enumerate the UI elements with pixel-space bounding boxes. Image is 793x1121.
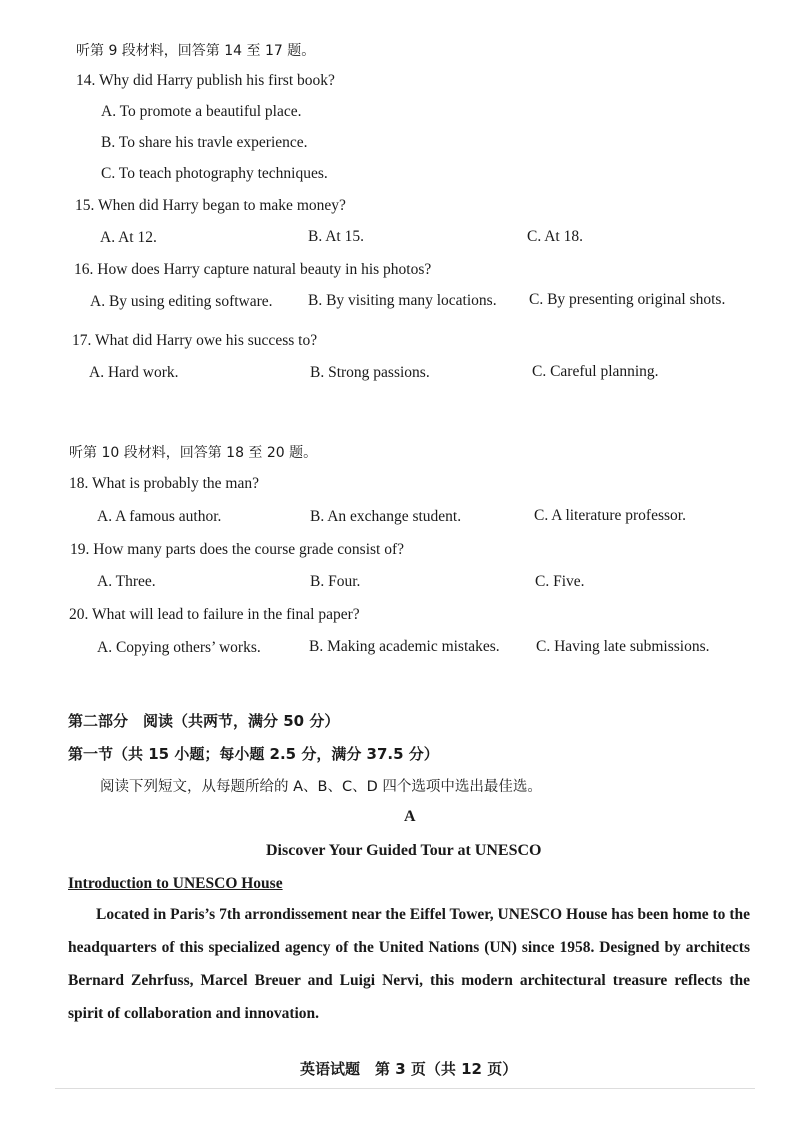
option-19c: C. Five. [535,573,585,590]
part-heading: 第二部分 阅读（共两节，满分 50 分） [68,712,340,730]
passage-title: Discover Your Guided Tour at UNESCO [266,842,542,859]
option-19b: B. Four. [310,573,361,590]
option-19a: A. Three. [97,573,156,590]
passage-paragraph: Located in Paris’s 7th arrondissement near the Eiffel Tower, UNESCO House has been home to the headquarters of this specialized agency of the United Nations (UN) since 1958. Designed by architects Bernard Zehrfuss, Marcel Breuer and Luigi Nervi, this modern architectural treasure reflects the spirit of collaboration and innovation. [68,906,750,1022]
question-17: 17. What did Harry owe his success to? [72,332,318,349]
option-17b: B. Strong passions. [310,364,430,381]
option-20b: B. Making academic mistakes. [309,638,500,655]
question-16: 16. How does Harry capture natural beauty in his photos? [74,261,432,278]
option-16a: A. By using editing software. [90,293,273,310]
question-19: 19. How many parts does the course grade consist of? [70,541,405,558]
reading-instruction: 阅读下列短文，从每题所给的 A、B、C、D 四个选项中选出最佳选。 [100,779,542,795]
passage-letter: A [404,808,416,825]
option-14b: B. To share his travle experience. [101,134,308,151]
option-20a: A. Copying others’ works. [97,639,261,656]
page-footer: 英语试题 第 3 页（共 12 页） [300,1060,518,1078]
question-18: 18. What is probably the man? [69,475,259,492]
option-20c: C. Having late submissions. [536,638,710,655]
question-15: 15. When did Harry began to make money? [75,197,346,214]
option-18c: C. A literature professor. [534,507,686,524]
option-15a: A. At 12. [100,229,157,246]
option-15c: C. At 18. [527,228,583,245]
section-instruction-10: 听第 10 段材料，回答第 18 至 20 题。 [69,445,318,461]
option-16c: C. By presenting original shots. [529,291,726,308]
option-16b: B. By visiting many locations. [308,292,497,309]
section-heading: 第一节（共 15 小题；每小题 2.5 分，满分 37.5 分） [68,745,439,763]
option-14a: A. To promote a beautiful place. [101,103,302,120]
question-14: 14. Why did Harry publish his first book? [76,72,335,89]
option-17c: C. Careful planning. [532,363,659,380]
option-18a: A. A famous author. [97,508,222,525]
section-instruction-9: 听第 9 段材料，回答第 14 至 17 题。 [76,43,316,59]
option-17a: A. Hard work. [89,364,179,381]
footer-divider [55,1088,755,1089]
subheading: Introduction to UNESCO House [68,875,283,892]
option-14c: C. To teach photography techniques. [101,165,328,182]
option-18b: B. An exchange student. [310,508,462,525]
question-20: 20. What will lead to failure in the final paper? [69,606,360,623]
option-15b: B. At 15. [308,228,364,245]
